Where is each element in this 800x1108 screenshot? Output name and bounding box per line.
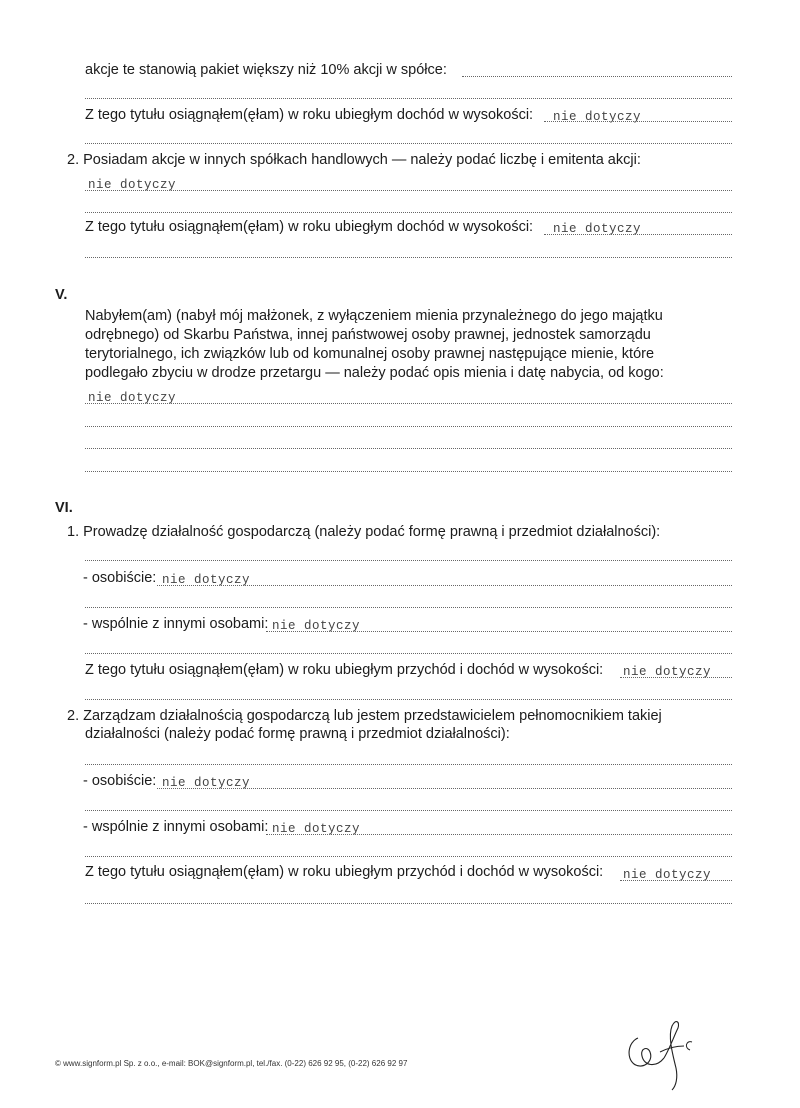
business-personal-value: nie dotyczy [162,573,251,587]
business-joint-field[interactable] [266,631,732,632]
section-v-line-1: Nabyłem(am) (nabył mój małżonek, z wyłączeniem mienia przynależnego do jego majątku [85,308,663,324]
income-field[interactable] [544,121,732,122]
management-personal-value: nie dotyczy [162,776,251,790]
other-shares-field-2[interactable] [85,212,732,213]
income-label: Z tego tytułu osiągnąłem(ęłam) w roku ubiegłym dochód w wysokości: [85,107,534,123]
business-joint-label: - wspólnie z innymi osobami: [83,616,269,632]
management-income-field[interactable] [620,880,732,881]
section-v-field-3[interactable] [85,448,732,449]
shares-threshold-field-2[interactable] [85,98,732,99]
business-personal-field-2[interactable] [85,607,732,608]
income-value-2: nie dotyczy [553,222,642,236]
management-joint-value: nie dotyczy [272,822,361,836]
shares-threshold-text: akcje te stanowią pakiet większy niż 10% akcji w spółce: [85,62,447,78]
other-shares-field[interactable] [85,190,732,191]
income-field-4[interactable] [85,257,732,258]
section-v-line-3: terytorialnego, ich związków lub od komunalnej osoby prawnej następujące mienie, które [85,346,655,362]
management-personal-field-2[interactable] [85,810,732,811]
business-income-field[interactable] [620,677,732,678]
business-joint-value: nie dotyczy [272,619,361,633]
footer-text: © www.signform.pl Sp. z o.o., e-mail: BOK@signform.pl, tel./fax. (0-22) 626 92 95, (0-22) 626 92 97 [55,1059,408,1068]
signature-initials-icon [620,1008,710,1093]
business-personal-label: - osobiście: [83,570,157,586]
shares-threshold-field[interactable] [462,76,732,77]
business-text: 1. Prowadzę działalność gospodarczą (należy podać formę prawną i przedmiot działalności): [67,524,661,540]
section-v-heading: V. [55,287,68,303]
income-value: nie dotyczy [553,110,642,124]
business-joint-field-2[interactable] [85,653,732,654]
management-joint-label: - wspólnie z innymi osobami: [83,819,269,835]
income-field-2[interactable] [85,143,732,144]
management-income-value: nie dotyczy [623,868,712,882]
management-text-1: 2. Zarządzam działalnością gospodarczą lub jestem przedstawicielem pełnomocnikiem takiej [67,708,662,724]
management-personal-field[interactable] [157,788,732,789]
section-v-line-4: podlegało zbyciu w drodze przetargu — należy podać opis mienia i datę nabycia, od kogo: [85,365,664,381]
management-joint-field[interactable] [266,834,732,835]
section-v-field-2[interactable] [85,426,732,427]
management-income-label: Z tego tytułu osiągnąłem(ęłam) w roku ubiegłym przychód i dochód w wysokości: [85,864,604,880]
business-income-field-2[interactable] [85,699,732,700]
other-shares-text: 2. Posiadam akcje w innych spółkach handlowych — należy podać liczbę i emitenta akcji: [67,152,641,168]
management-joint-field-2[interactable] [85,856,732,857]
business-income-value: nie dotyczy [623,665,712,679]
management-text-2: działalności (należy podać formę prawną i przedmiot działalności): [85,726,510,742]
other-shares-value: nie dotyczy [88,178,177,192]
business-field[interactable] [85,560,732,561]
business-personal-field[interactable] [157,585,732,586]
section-v-field-4[interactable] [85,471,732,472]
section-v-value: nie dotyczy [88,391,177,405]
management-personal-label: - osobiście: [83,773,157,789]
business-income-label: Z tego tytułu osiągnąłem(ęłam) w roku ubiegłym przychód i dochód w wysokości: [85,662,604,678]
management-field[interactable] [85,764,732,765]
section-v-field-1[interactable] [85,403,732,404]
income-field-3[interactable] [544,234,732,235]
income-label-2: Z tego tytułu osiągnąłem(ęłam) w roku ubiegłym dochód w wysokości: [85,219,534,235]
section-vi-heading: VI. [55,500,73,516]
management-income-field-2[interactable] [85,903,732,904]
section-v-line-2: odrębnego) od Skarbu Państwa, innej państwowej osoby prawnej, jednostek samorządu [85,327,651,343]
